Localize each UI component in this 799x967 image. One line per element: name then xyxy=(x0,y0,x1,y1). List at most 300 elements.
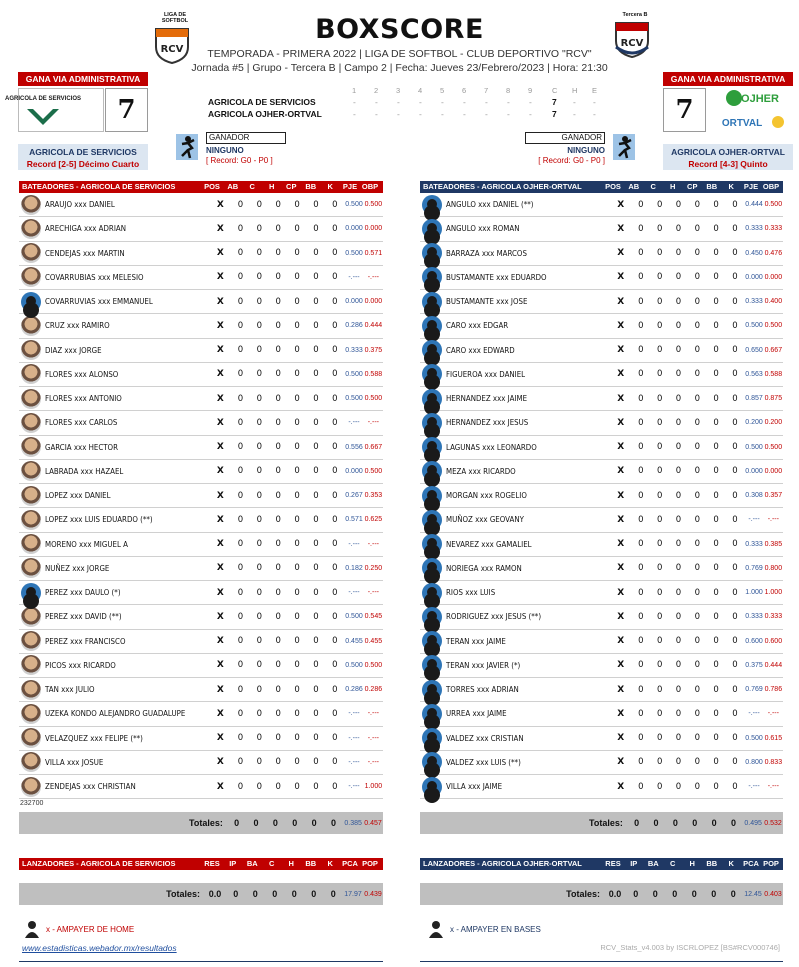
player-row[interactable] xyxy=(19,339,383,363)
player-stat: 0 xyxy=(694,466,701,477)
player-avg: 0.500 xyxy=(345,370,363,378)
linescore-team: AGRICOLA DE SERVICIOS xyxy=(208,97,316,107)
player-avg: 0.563 xyxy=(745,370,763,378)
column-header: BB xyxy=(706,182,718,191)
player-stat: 0 xyxy=(656,369,663,380)
player-stat: 0 xyxy=(694,514,701,525)
inning-header: 4 xyxy=(418,86,423,95)
player-stat: 0 xyxy=(732,345,738,356)
record-code: 232700 xyxy=(20,800,44,807)
inning-score: - xyxy=(485,109,488,119)
player-stat: 0 xyxy=(313,442,319,453)
player-stat: 0 xyxy=(713,223,719,234)
player-stat: 0 xyxy=(275,684,281,695)
player-stat: 0 xyxy=(656,199,663,210)
player-stat: 0 xyxy=(713,466,719,477)
player-name: ANGULO xxx DANIEL (**) xyxy=(446,200,534,210)
player-row[interactable] xyxy=(19,508,383,532)
player-row[interactable] xyxy=(19,605,383,629)
player-stat: 0 xyxy=(332,757,338,768)
player-stat: 0 xyxy=(713,199,719,210)
player-stat: 0 xyxy=(732,417,738,428)
player-obp: 0.333 xyxy=(764,225,783,233)
player-position: X xyxy=(216,757,224,768)
player-stat: 0 xyxy=(313,563,319,574)
inning-score: - xyxy=(419,109,422,119)
player-stat: 0 xyxy=(732,320,738,331)
player-obp: 0.625 xyxy=(364,516,383,524)
linescore-stat: - xyxy=(573,109,576,119)
player-row[interactable] xyxy=(19,581,383,605)
player-avg: 0.500 xyxy=(345,661,363,669)
player-stat: 0 xyxy=(713,514,719,525)
inning-header: 6 xyxy=(462,86,467,95)
player-stat: 0 xyxy=(694,345,701,356)
totals-value: 0 xyxy=(272,889,278,899)
player-stat: 0 xyxy=(732,514,738,525)
away-team-logo xyxy=(714,88,793,132)
home-team-name: AGRICOLA DE SERVICIOS xyxy=(29,147,137,157)
player-stat: 0 xyxy=(713,611,719,622)
player-stat: 0 xyxy=(275,539,281,550)
player-stat: 0 xyxy=(694,248,701,259)
player-stat: 0 xyxy=(656,684,663,695)
player-stat: 0 xyxy=(675,563,682,574)
player-obp: -.--- xyxy=(367,540,379,548)
player-row[interactable] xyxy=(420,654,783,678)
player-row[interactable] xyxy=(420,630,783,654)
player-avg: 0.000 xyxy=(745,467,763,475)
player-row[interactable] xyxy=(19,411,383,435)
player-row[interactable] xyxy=(420,508,783,532)
player-name: PEREZ xxx FRANCISCO xyxy=(45,636,126,646)
player-row[interactable] xyxy=(19,484,383,508)
player-stat: 0 xyxy=(275,708,281,719)
player-name: MORGAN xxx ROGELIO xyxy=(446,491,527,501)
totals-avg: 0.495 xyxy=(744,819,762,827)
player-stat: 0 xyxy=(313,199,319,210)
player-obp: 0.357 xyxy=(764,492,783,500)
player-name: VALDEZ xxx CRISTIAN xyxy=(446,733,524,743)
player-stat: 0 xyxy=(675,757,682,768)
player-stat: 0 xyxy=(294,442,300,453)
away-logo-bottom: ORTVAL xyxy=(721,118,763,129)
totals-value: 0 xyxy=(311,818,317,828)
player-avatar-icon xyxy=(422,316,442,336)
player-row[interactable] xyxy=(19,727,383,751)
column-header: H xyxy=(689,859,695,868)
player-stat: 0 xyxy=(313,781,319,792)
home-banner: GANA VIA ADMINISTRATIVA xyxy=(18,72,148,86)
player-position: X xyxy=(617,248,625,259)
player-stat: 0 xyxy=(638,708,644,719)
player-stat: 0 xyxy=(638,369,644,380)
player-row[interactable] xyxy=(420,751,783,775)
player-position: X xyxy=(617,417,625,428)
totals-label: Totales: xyxy=(566,889,600,899)
inning-header: 8 xyxy=(506,86,511,95)
inning-score: - xyxy=(529,109,532,119)
player-name: HERNANDEZ xxx JAIME xyxy=(446,394,528,404)
inning-score: - xyxy=(485,97,488,107)
player-obp: 0.200 xyxy=(764,419,783,427)
player-stat: 0 xyxy=(313,587,319,598)
player-row[interactable] xyxy=(420,775,783,799)
player-stat: 0 xyxy=(332,636,338,647)
player-obp: 0.333 xyxy=(764,613,783,621)
player-stat: 0 xyxy=(713,757,719,768)
player-stat: 0 xyxy=(675,199,682,210)
column-header: BB xyxy=(305,182,317,191)
player-position: X xyxy=(216,369,224,380)
player-stat: 0 xyxy=(713,320,719,331)
player-avatar-icon xyxy=(21,655,41,675)
player-stat: 0 xyxy=(732,296,738,307)
player-row[interactable] xyxy=(19,630,383,654)
player-stat: 0 xyxy=(332,611,338,622)
player-obp: 0.250 xyxy=(364,564,383,572)
player-avg: 0.769 xyxy=(745,564,763,572)
results-link[interactable]: www.estadisticas.webador.mx/resultados xyxy=(22,943,177,953)
player-row[interactable] xyxy=(420,339,783,363)
away-batting-header xyxy=(420,181,783,193)
totals-obp: 0.532 xyxy=(764,819,782,827)
totals-value: 0 xyxy=(672,818,678,828)
linescore xyxy=(208,86,608,120)
player-stat: 0 xyxy=(694,369,701,380)
player-avatar-icon xyxy=(21,195,41,215)
player-stat: 0 xyxy=(656,587,663,598)
player-stat: 0 xyxy=(732,539,738,550)
player-stat: 0 xyxy=(656,248,663,259)
player-stat: 0 xyxy=(294,660,300,671)
home-pitcher xyxy=(206,132,286,165)
home-batting-rows xyxy=(19,193,383,799)
player-row[interactable] xyxy=(420,460,783,484)
player-name: DIAZ xxx JORGE xyxy=(45,345,102,355)
player-stat: 0 xyxy=(656,781,663,792)
player-position: X xyxy=(617,199,625,210)
player-row[interactable] xyxy=(19,775,383,799)
player-stat: 0 xyxy=(694,442,701,453)
player-stat: 0 xyxy=(294,199,300,210)
player-row[interactable] xyxy=(420,605,783,629)
player-obp: 1.000 xyxy=(364,783,383,791)
player-stat: 0 xyxy=(675,539,682,550)
away-pitching-totals xyxy=(420,883,783,905)
player-position: X xyxy=(617,369,625,380)
inning-score: - xyxy=(463,109,466,119)
player-stat: 0 xyxy=(256,442,262,453)
player-row[interactable] xyxy=(420,581,783,605)
player-stat: 0 xyxy=(694,320,701,331)
player-obp: 0.800 xyxy=(764,564,783,572)
player-position: X xyxy=(216,442,224,453)
player-row[interactable] xyxy=(19,557,383,581)
player-row[interactable] xyxy=(19,363,383,387)
column-header: IP xyxy=(630,859,638,868)
totals-value: 0.0 xyxy=(208,889,222,899)
player-stat: 0 xyxy=(638,320,644,331)
player-row[interactable] xyxy=(420,533,783,557)
player-name: CARO xxx EDWARD xyxy=(446,345,515,355)
player-stat: 0 xyxy=(638,636,644,647)
player-row[interactable] xyxy=(420,290,783,314)
player-avatar-icon xyxy=(21,243,41,263)
linescore-row xyxy=(208,96,608,108)
player-row[interactable] xyxy=(420,702,783,726)
player-row[interactable] xyxy=(19,654,383,678)
player-name: MEZA xxx RICARDO xyxy=(446,466,516,476)
player-obp: -.--- xyxy=(367,758,379,766)
player-row[interactable] xyxy=(420,436,783,460)
player-stat: 0 xyxy=(313,223,319,234)
total-header: C xyxy=(552,86,558,95)
player-row[interactable] xyxy=(420,363,783,387)
player-position: X xyxy=(617,223,625,234)
player-avatar-icon xyxy=(422,292,442,312)
player-stat: 0 xyxy=(332,442,338,453)
player-stat: 0 xyxy=(713,345,719,356)
player-obp: 0.000 xyxy=(364,298,383,306)
player-obp: -.--- xyxy=(367,734,379,742)
player-stat: 0 xyxy=(732,369,738,380)
totals-value: 0 xyxy=(731,818,737,828)
player-obp: 0.000 xyxy=(364,225,383,233)
player-stat: 0 xyxy=(332,417,338,428)
away-batting-table xyxy=(420,181,783,799)
column-header: RES xyxy=(605,859,621,868)
column-header: CP xyxy=(687,182,698,191)
player-row[interactable] xyxy=(19,436,383,460)
player-avatar-icon xyxy=(422,243,442,263)
player-row[interactable] xyxy=(19,751,383,775)
player-stat: 0 xyxy=(638,490,644,501)
player-stat: 0 xyxy=(237,490,244,501)
player-avg: 0.333 xyxy=(745,613,763,621)
player-obp: -.--- xyxy=(767,710,779,718)
player-row[interactable] xyxy=(19,217,383,241)
player-stat: 0 xyxy=(294,684,300,695)
player-stat: 0 xyxy=(332,514,338,525)
player-position: X xyxy=(216,563,224,574)
player-row[interactable] xyxy=(19,533,383,557)
player-obp: 0.500 xyxy=(764,201,783,209)
player-row[interactable] xyxy=(420,266,783,290)
player-row[interactable] xyxy=(19,266,383,290)
player-stat: 0 xyxy=(332,587,338,598)
player-name: CRUZ xxx RAMIRO xyxy=(45,321,110,331)
player-stat: 0 xyxy=(656,345,663,356)
player-stat: 0 xyxy=(656,466,663,477)
player-row[interactable] xyxy=(420,484,783,508)
player-stat: 0 xyxy=(313,417,319,428)
player-stat: 0 xyxy=(675,781,682,792)
linescore-header xyxy=(208,86,608,96)
totals-value: 0 xyxy=(291,889,297,899)
player-avg: 0.500 xyxy=(345,395,363,403)
player-row[interactable] xyxy=(19,387,383,411)
player-row[interactable] xyxy=(420,242,783,266)
player-stat: 0 xyxy=(656,708,663,719)
player-row[interactable] xyxy=(19,702,383,726)
player-obp: 0.444 xyxy=(364,322,383,330)
player-stat: 0 xyxy=(713,733,719,744)
player-avatar-icon xyxy=(422,389,442,409)
player-row[interactable] xyxy=(420,193,783,217)
player-stat: 0 xyxy=(237,587,244,598)
player-avg: 0.000 xyxy=(745,273,763,281)
column-header: C xyxy=(249,182,255,191)
player-stat: 0 xyxy=(732,781,738,792)
player-stat: 0 xyxy=(275,733,281,744)
player-stat: 0 xyxy=(694,272,701,283)
total-header: H xyxy=(572,86,578,95)
player-stat: 0 xyxy=(294,417,300,428)
player-stat: 0 xyxy=(275,466,281,477)
player-stat: 0 xyxy=(332,684,338,695)
player-name: NORIEGA xxx RAMON xyxy=(446,563,522,573)
column-header: C xyxy=(670,859,676,868)
player-row[interactable] xyxy=(19,290,383,314)
player-stat: 0 xyxy=(332,345,338,356)
player-stat: 0 xyxy=(675,296,682,307)
umpire-home-label: x - AMPAYER DE HOME xyxy=(46,925,135,934)
player-stat: 0 xyxy=(313,539,319,550)
player-stat: 0 xyxy=(675,466,682,477)
player-position: X xyxy=(617,539,625,550)
player-avg: 0.556 xyxy=(345,443,363,451)
player-stat: 0 xyxy=(332,466,338,477)
column-header: C xyxy=(650,182,656,191)
player-stat: 0 xyxy=(313,296,319,307)
column-header: PCA xyxy=(342,859,358,868)
player-stat: 0 xyxy=(313,708,319,719)
player-avatar-icon xyxy=(422,752,442,772)
player-avg: -.--- xyxy=(348,273,360,281)
player-row[interactable] xyxy=(420,411,783,435)
player-stat: 0 xyxy=(732,466,738,477)
player-stat: 0 xyxy=(275,369,281,380)
player-obp: -.--- xyxy=(367,710,379,718)
player-avatar-icon xyxy=(422,680,442,700)
player-stat: 0 xyxy=(694,223,701,234)
player-position: X xyxy=(216,490,224,501)
home-team-logo xyxy=(4,88,104,132)
totals-avg: 0.385 xyxy=(344,819,362,827)
player-stat: 0 xyxy=(275,514,281,525)
player-stat: 0 xyxy=(638,684,644,695)
player-stat: 0 xyxy=(656,393,663,404)
player-stat: 0 xyxy=(656,733,663,744)
player-stat: 0 xyxy=(294,369,300,380)
player-stat: 0 xyxy=(732,223,738,234)
player-stat: 0 xyxy=(694,781,701,792)
home-pitching-totals xyxy=(19,883,383,905)
totals-value: 0 xyxy=(330,889,336,899)
player-obp: 0.286 xyxy=(364,686,383,694)
player-row[interactable] xyxy=(19,193,383,217)
player-name: FLORES xxx ANTONIO xyxy=(45,394,122,404)
player-stat: 0 xyxy=(256,636,262,647)
player-name: NEVAREZ xxx GAMALIEL xyxy=(446,539,532,549)
player-stat: 0 xyxy=(275,636,281,647)
player-row[interactable] xyxy=(420,557,783,581)
player-position: X xyxy=(216,514,224,525)
player-row[interactable] xyxy=(420,217,783,241)
totals-obp: 0.457 xyxy=(364,819,382,827)
player-stat: 0 xyxy=(237,369,244,380)
column-header: OBP xyxy=(762,182,780,191)
player-stat: 0 xyxy=(675,248,682,259)
player-stat: 0 xyxy=(256,248,262,259)
player-avg: 1.000 xyxy=(745,589,763,597)
player-stat: 0 xyxy=(694,660,701,671)
player-position: X xyxy=(216,781,224,792)
player-stat: 0 xyxy=(313,345,319,356)
player-avg: 0.800 xyxy=(745,758,763,766)
player-avg: 0.500 xyxy=(345,201,363,209)
column-header: BB xyxy=(305,859,317,868)
player-avatar-icon xyxy=(422,340,442,360)
player-row[interactable] xyxy=(19,314,383,338)
left-logo-text: RCV xyxy=(160,44,184,55)
player-stat: 0 xyxy=(732,636,738,647)
player-name: CENDEJAS xxx MARTIN xyxy=(45,248,125,258)
player-stat: 0 xyxy=(237,223,244,234)
player-row[interactable] xyxy=(19,678,383,702)
player-stat: 0 xyxy=(256,781,262,792)
player-stat: 0 xyxy=(237,563,244,574)
inning-header: 5 xyxy=(440,86,445,95)
player-row[interactable] xyxy=(19,460,383,484)
player-stat: 0 xyxy=(694,733,701,744)
player-row[interactable] xyxy=(420,678,783,702)
player-row[interactable] xyxy=(420,727,783,751)
player-stat: 0 xyxy=(256,514,262,525)
player-stat: 0 xyxy=(694,611,701,622)
player-stat: 0 xyxy=(256,296,262,307)
player-stat: 0 xyxy=(237,514,244,525)
column-header: POP xyxy=(763,859,779,868)
player-row[interactable] xyxy=(420,387,783,411)
player-stat: 0 xyxy=(694,417,701,428)
player-stat: 0 xyxy=(256,417,262,428)
totals-value: 0 xyxy=(292,818,298,828)
player-stat: 0 xyxy=(675,417,682,428)
player-position: X xyxy=(216,611,224,622)
away-banner: GANA VIA ADMINISTRATIVA xyxy=(663,72,793,86)
player-stat: 0 xyxy=(732,757,738,768)
player-avatar-icon xyxy=(422,728,442,748)
player-position: X xyxy=(617,733,625,744)
player-stat: 0 xyxy=(275,199,281,210)
player-name: FLORES xxx ALONSO xyxy=(45,369,119,379)
player-stat: 0 xyxy=(638,393,644,404)
player-avatar-icon xyxy=(21,340,41,360)
player-row[interactable] xyxy=(19,242,383,266)
player-avatar-icon xyxy=(422,461,442,481)
player-stat: 0 xyxy=(275,417,281,428)
player-avg: -.--- xyxy=(348,758,360,766)
player-stat: 0 xyxy=(332,393,338,404)
player-row[interactable] xyxy=(420,314,783,338)
player-stat: 0 xyxy=(638,733,644,744)
linescore-team: AGRICOLA OJHER-ORTVAL xyxy=(208,109,322,119)
column-header: POP xyxy=(362,859,378,868)
column-header: H xyxy=(269,182,275,191)
inning-score: - xyxy=(441,97,444,107)
